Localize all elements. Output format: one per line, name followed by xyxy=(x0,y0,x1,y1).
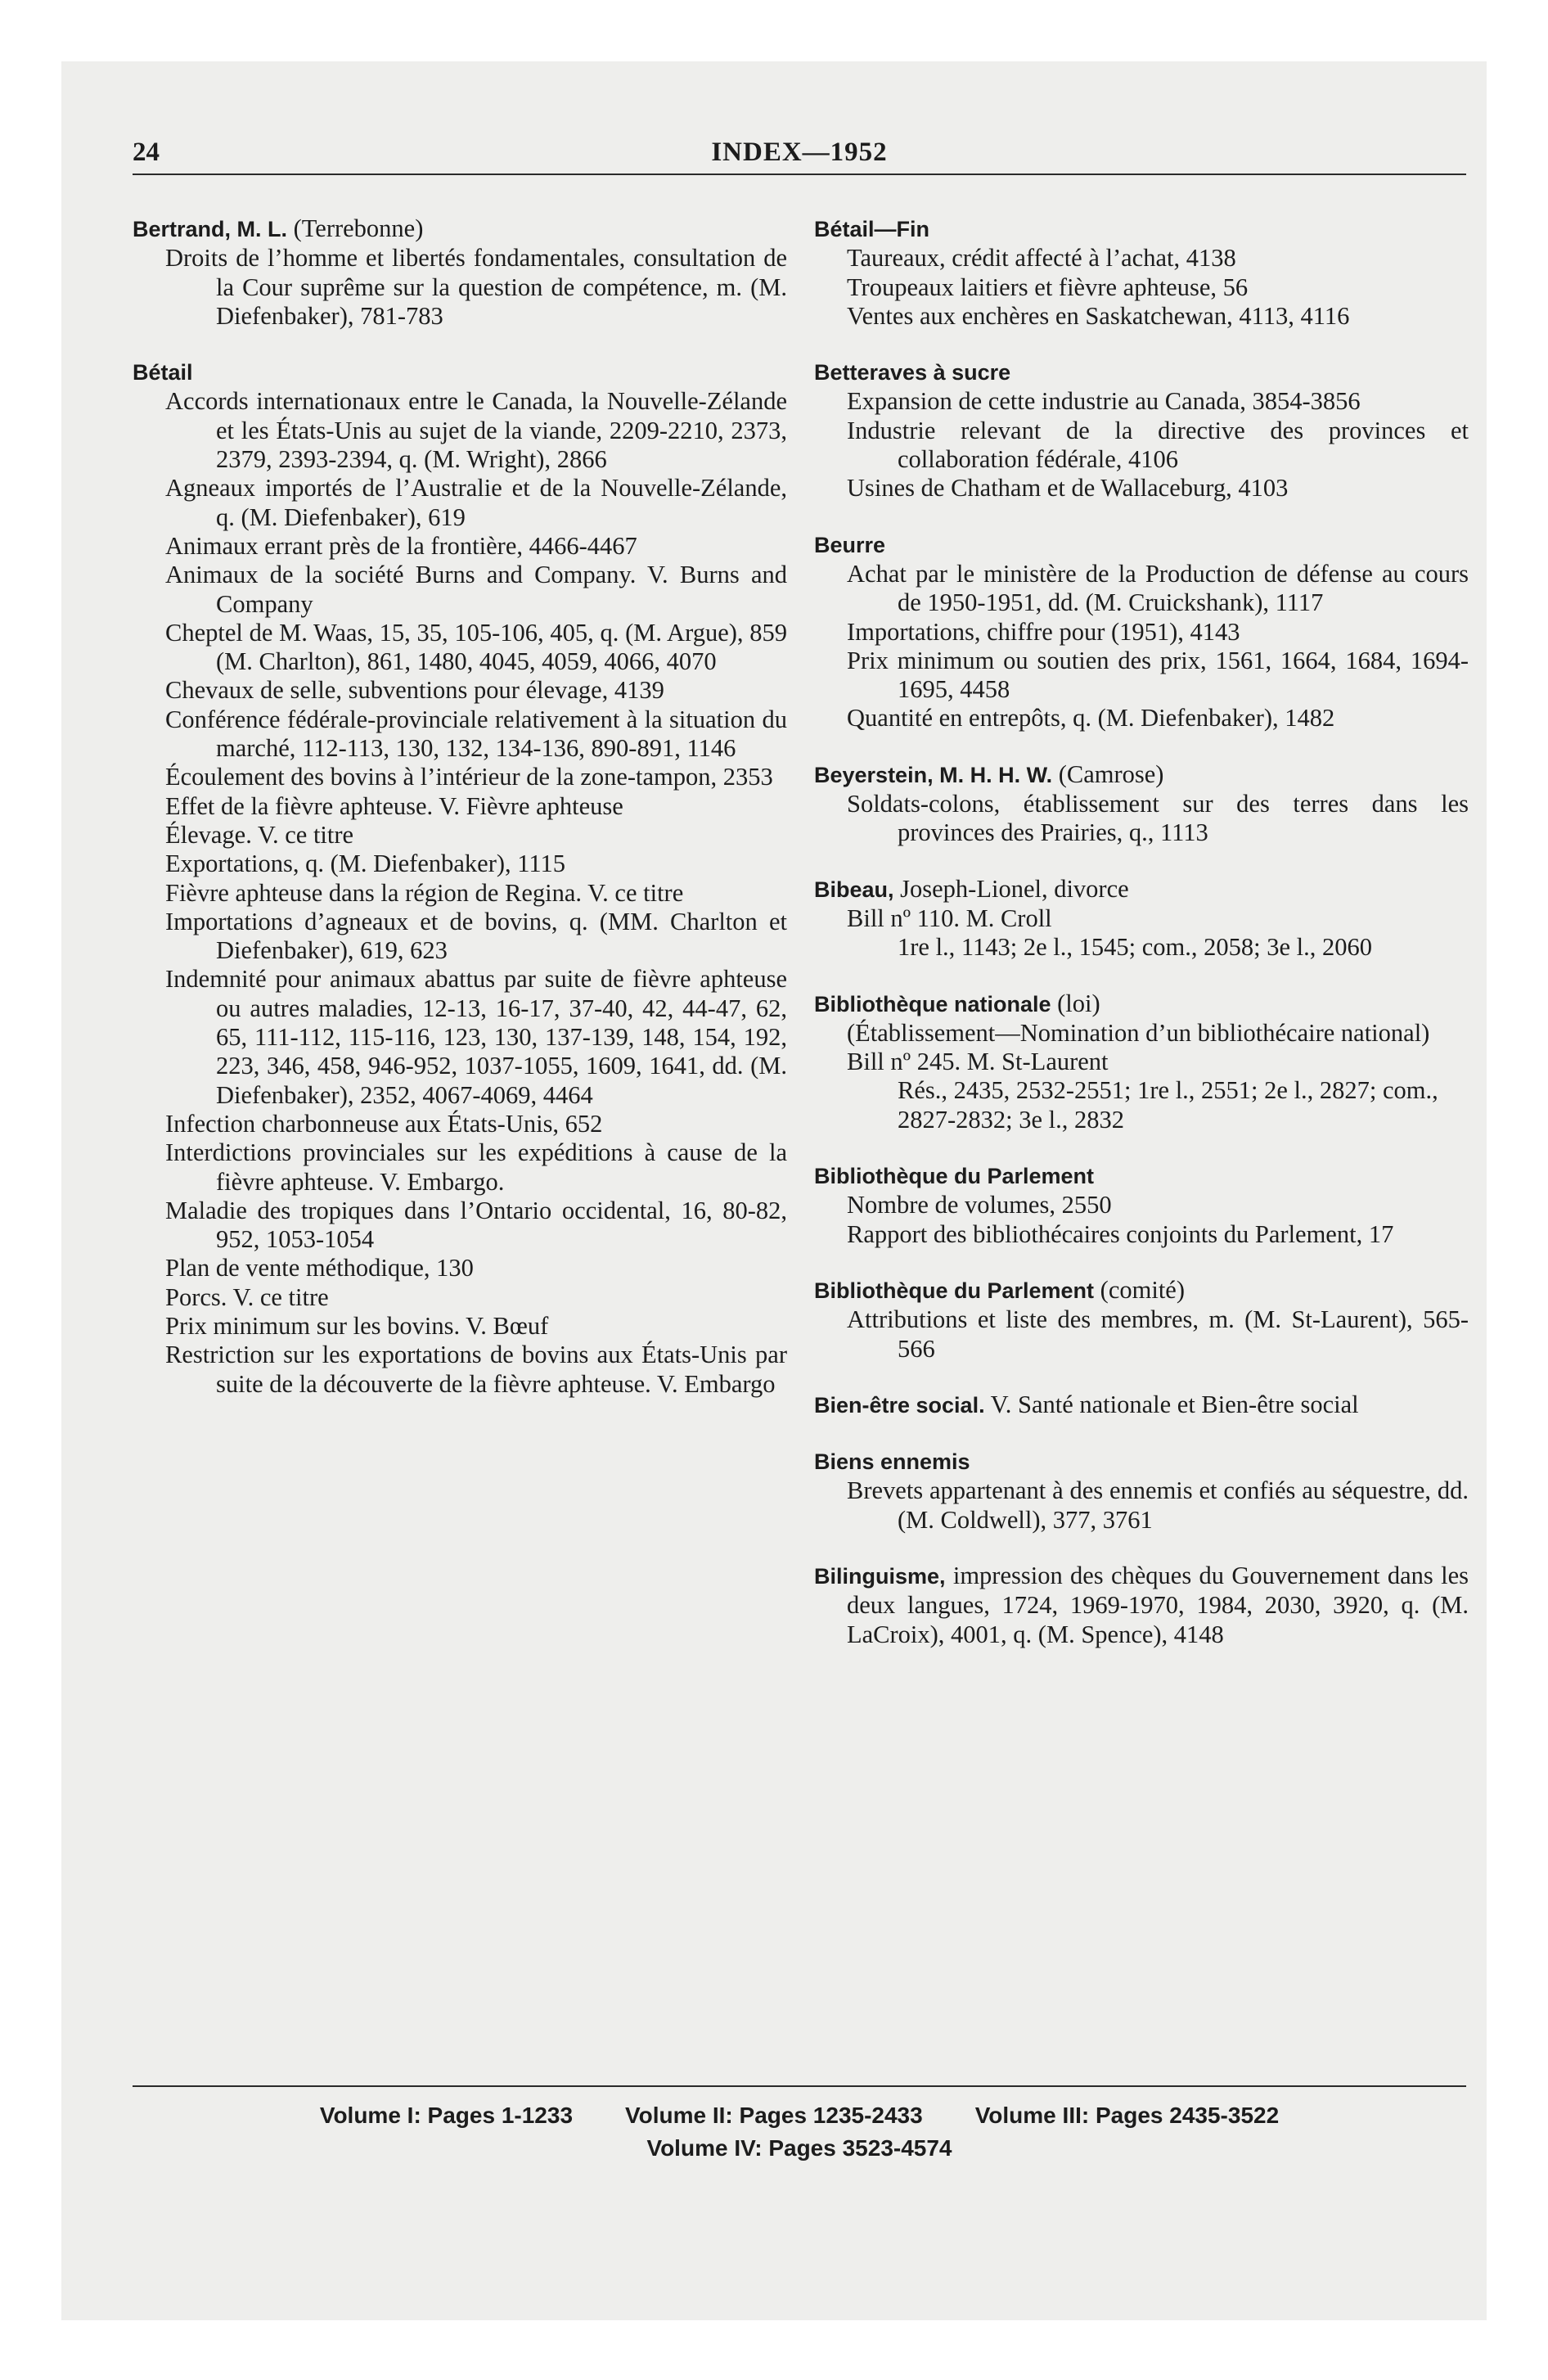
entry-subline: Plan de vente méthodique, 130 xyxy=(165,1254,474,1282)
entry-subline: Taureaux, crédit affecté à l’achat, 4138 xyxy=(847,244,1236,273)
entry-subline: Maladie des tropiques dans l’Ontario occidental, 16, 80-82, 952, 1053-1054 xyxy=(165,1196,787,1254)
entry-heading: Bien-être social. V. Santé nationale et Bien-être social xyxy=(814,1390,1359,1418)
entry-heading: Beurre xyxy=(814,532,886,557)
entry-heading: Bibliothèque du Parlement (comité) xyxy=(814,1275,1185,1304)
entry-subline: Porcs. V. ce titre xyxy=(165,1282,329,1311)
header-rule xyxy=(133,174,1466,175)
footer-line-2 xyxy=(133,2132,1466,2165)
entry-subline: Interdictions provinciales sur les expéditions à cause de la fièvre aphteuse. V. Embargo. xyxy=(165,1138,787,1196)
entry-subline: Bill nº 245. M. St-Laurent xyxy=(847,1048,1109,1076)
entry-subline: Brevets appartenant à des ennemis et confiés au séquestre, dd. (M. Coldwell), 377, 3761 xyxy=(847,1476,1469,1534)
left-column xyxy=(133,214,787,1426)
index-entry xyxy=(814,989,1469,1134)
index-entry xyxy=(814,1447,1469,1535)
entry-subline: Animaux errant près de la frontière, 4466-4467 xyxy=(165,531,637,560)
running-header xyxy=(133,137,1466,170)
entry-subline: Animaux de la société Burns and Company. V. Burns and Company xyxy=(165,561,787,618)
volume-4-range: Volume IV: Pages 3523-4574 xyxy=(646,2135,952,2161)
entry-subline: Agneaux importés de l’Australie et de la Nouvelle-Zélande, q. (M. Diefenbaker), 619 xyxy=(165,474,787,531)
entry-heading: Biens ennemis xyxy=(814,1449,970,1475)
entry-subline: Usines de Chatham et de Wallaceburg, 4103 xyxy=(847,474,1289,503)
entry-subline: Conférence fédérale-provinciale relativement à la situation du marché, 112-113, 130, 132, 134-136, 890-891, 1146 xyxy=(165,705,787,763)
entry-heading: Bilinguisme, impression des chèques du Gouvernement dans les deux langues, 1724, 1969-1970, 1984, 2030, 3920, q. (M. LaCroix), 4001, q. (M. Spence), 4148 xyxy=(814,1561,1469,1648)
entry-subline: Rés., 2435, 2532-2551; 1re l., 2551; 2e l., 2827; com., 2827-2832; 3e l., 2832 xyxy=(898,1076,1438,1134)
entry-subline: Bill nº 110. M. Croll xyxy=(847,904,1052,932)
entry-subline: Troupeaux laitiers et fièvre aphteuse, 56 xyxy=(847,273,1249,301)
entry-subline: Chevaux de selle, subventions pour élevage, 4139 xyxy=(165,676,664,705)
entry-subline: Accords internationaux entre le Canada, la Nouvelle-Zélande et les États-Unis au sujet de la viande, 2209-2210, 2373, 2379, 2393-2394, q. (M. Wright), 2866 xyxy=(165,387,787,474)
index-entry xyxy=(814,530,1469,733)
entry-heading: Bibeau, Joseph-Lionel, divorce xyxy=(814,874,1129,903)
entry-subline: Effet de la fièvre aphteuse. V. Fièvre aphteuse xyxy=(165,791,623,820)
entry-subline: Importations, chiffre pour (1951), 4143 xyxy=(847,617,1240,646)
footer-rule xyxy=(133,2085,1466,2087)
entry-subline: Nombre de volumes, 2550 xyxy=(847,1191,1112,1219)
entry-subline: Industrie relevant de la directive des provinces et collaboration fédérale, 4106 xyxy=(847,416,1469,474)
index-entry xyxy=(133,214,787,331)
volume-1-range: Volume I: Pages 1-1233 xyxy=(319,2103,574,2128)
entry-heading: Beyerstein, M. H. H. W. (Camrose) xyxy=(814,760,1164,788)
entry-heading: Bertrand, M. L. (Terrebonne) xyxy=(133,214,424,242)
entry-subline: Droits de l’homme et libertés fondamentales, consultation de la Cour suprême sur la question de compétence, m. (M. Diefenbaker), 781-783 xyxy=(165,244,787,330)
entry-subline: Écoulement des bovins à l’intérieur de la zone-tampon, 2353 xyxy=(165,763,773,791)
footer-line-1 xyxy=(133,2099,1466,2132)
entry-subline: Achat par le ministère de la Production de défense au cours de 1950-1951, dd. (M. Cruickshank), 1117 xyxy=(847,559,1469,617)
page-title: INDEX—1952 xyxy=(711,137,888,167)
index-entry xyxy=(814,760,1469,848)
volume-footer xyxy=(133,2099,1466,2165)
index-entry xyxy=(814,1391,1469,1420)
index-entry xyxy=(814,1161,1469,1249)
entry-subline: Prix minimum sur les bovins. V. Bœuf xyxy=(165,1311,549,1340)
entry-subline: Élevage. V. ce titre xyxy=(165,820,354,849)
entry-subline: Infection charbonneuse aux États-Unis, 652 xyxy=(165,1109,603,1138)
entry-heading: Betteraves à sucre xyxy=(814,360,1011,385)
entry-heading: Bibliothèque du Parlement xyxy=(814,1164,1095,1189)
index-entry xyxy=(814,875,1469,962)
entry-subline: (Établissement—Nomination d’un bibliothécaire national) xyxy=(847,1018,1430,1047)
entry-subline: Attributions et liste des membres, m. (M. St-Laurent), 565-566 xyxy=(847,1305,1469,1363)
entry-subline: Expansion de cette industrie au Canada, 3854-3856 xyxy=(847,387,1361,416)
entry-subline: Quantité en entrepôts, q. (M. Diefenbaker), 1482 xyxy=(847,704,1335,732)
entry-heading: Bétail xyxy=(133,360,193,385)
entry-heading: Bétail—Fin xyxy=(814,217,930,241)
index-entry xyxy=(814,1276,1469,1364)
volume-3-range: Volume III: Pages 2435-3522 xyxy=(974,2103,1280,2128)
entry-subline: Cheptel de M. Waas, 15, 35, 105-106, 405, q. (M. Argue), 859 (M. Charlton), 861, 1480, 4045, 4059, 4066, 4070 xyxy=(165,618,787,676)
entry-heading: Bibliothèque nationale (loi) xyxy=(814,989,1100,1017)
index-entry xyxy=(814,1562,1469,1649)
volume-2-range: Volume II: Pages 1235-2433 xyxy=(625,2103,923,2128)
entry-subline: Indemnité pour animaux abattus par suite de fièvre aphteuse ou autres maladies, 12-13, 16-17, 37-40, 42, 44-47, 62, 65, 111-112, 115-116, 123, 130, 137-139, 148, 154, 192, 223, 346, 458, 946-952, 1037-1055, 1609, 1641, dd. (M. Diefenbaker), 2352, 4067-4069, 4464 xyxy=(165,965,787,1109)
index-entry xyxy=(133,358,787,1399)
entry-subline: Rapport des bibliothécaires conjoints du Parlement, 17 xyxy=(847,1219,1394,1248)
entry-subline: Soldats-colons, établissement sur des terres dans les provinces des Prairies, q., 1113 xyxy=(847,790,1469,847)
entry-subline: Restriction sur les exportations de bovins aux États-Unis par suite de la découverte de la fièvre aphteuse. V. Embargo xyxy=(165,1341,787,1398)
entry-subline: 1re l., 1143; 2e l., 1545; com., 2058; 3e l., 2060 xyxy=(898,933,1372,962)
page-number: 24 xyxy=(133,137,160,167)
index-entry xyxy=(814,358,1469,503)
entry-subline: Fièvre aphteuse dans la région de Regina. V. ce titre xyxy=(165,878,684,907)
entry-subline: Importations d’agneaux et de bovins, q. (MM. Charlton et Diefenbaker), 619, 623 xyxy=(165,907,787,965)
right-column xyxy=(814,214,1469,1676)
entry-subline: Exportations, q. (M. Diefenbaker), 1115 xyxy=(165,850,565,878)
entry-subline: Ventes aux enchères en Saskatchewan, 4113, 4116 xyxy=(847,301,1350,330)
index-entry xyxy=(814,214,1469,331)
entry-subline: Prix minimum ou soutien des prix, 1561, 1664, 1684, 1694-1695, 4458 xyxy=(847,646,1469,704)
